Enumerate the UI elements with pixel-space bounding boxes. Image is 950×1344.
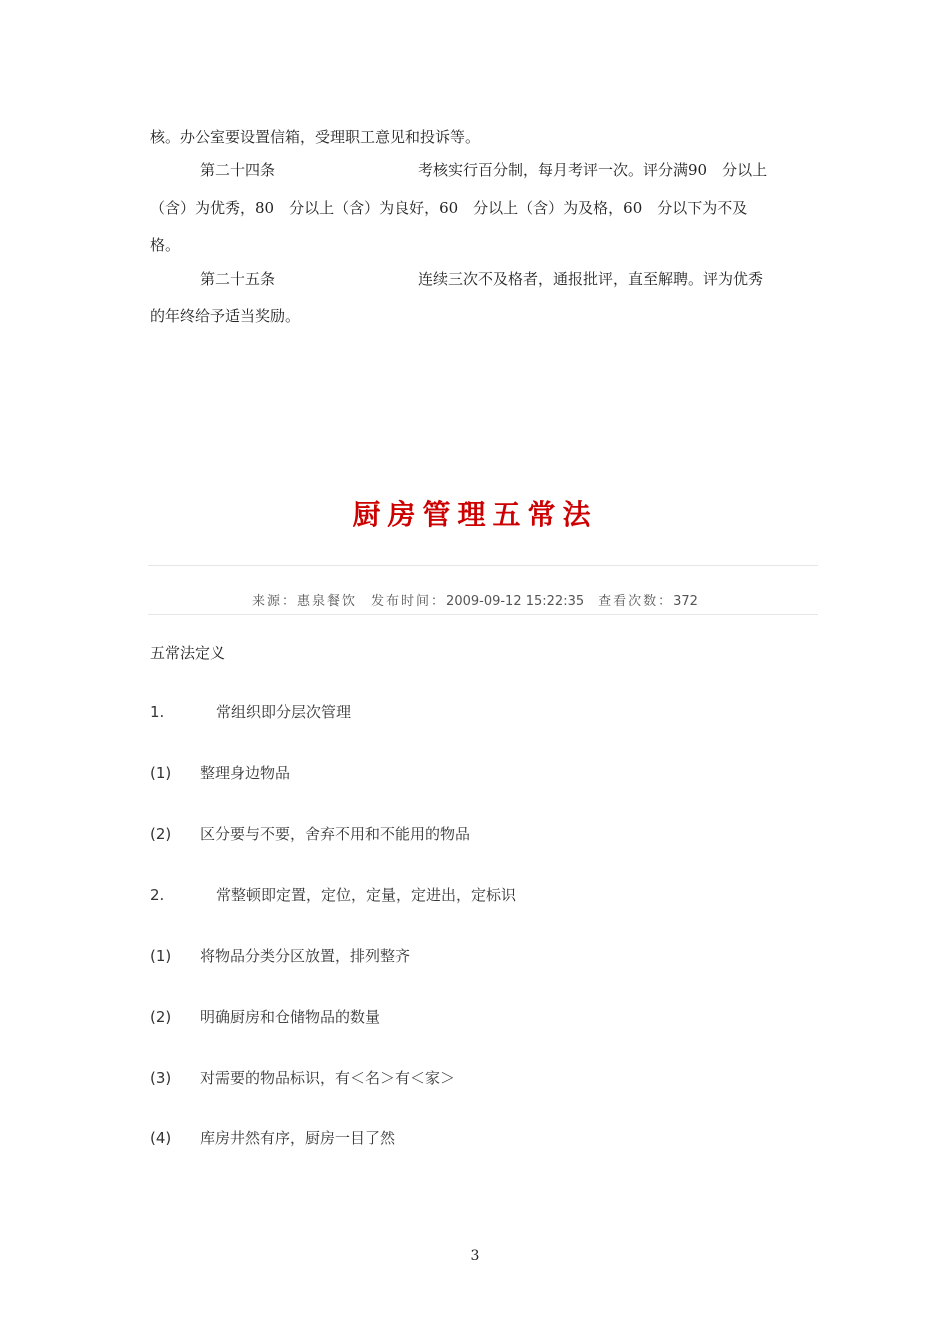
article-25-line-2: 的年终给予适当奖励。	[150, 307, 301, 325]
article-meta	[0, 592, 950, 612]
list-item-mark: (3)	[150, 1069, 172, 1087]
list-item	[150, 702, 351, 722]
page-number: 3	[470, 1248, 480, 1264]
list-item	[150, 1007, 380, 1027]
article-25-label: 第二十五条	[200, 270, 276, 288]
list-item-text: 常整顿即定置，定位，定量，定进出，定标识	[216, 886, 517, 904]
definition-heading: 五常法定义	[150, 644, 226, 662]
list-item	[150, 824, 470, 844]
divider-top	[148, 565, 818, 566]
list-item-mark: (1)	[150, 764, 172, 782]
list-item-mark: (4)	[150, 1129, 172, 1147]
meta-source: 来源：惠泉餐饮	[252, 594, 358, 609]
list-item-mark: 1.	[150, 703, 165, 721]
list-item	[150, 885, 516, 905]
list-item-text: 明确厨房和仓储物品的数量	[200, 1008, 381, 1026]
article-24-text: 考核实行百分制，每月考评一次。评分满90 分以上	[418, 161, 768, 179]
meta-views-label: 查看次数：	[598, 594, 674, 609]
article-24-label: 第二十四条	[200, 161, 276, 179]
list-item-mark: (2)	[150, 1008, 172, 1026]
body-line-1: 核。办公室要设置信箱，受理职工意见和投诉等。	[150, 128, 481, 146]
list-item-text: 将物品分类分区放置，排列整齐	[200, 947, 411, 965]
list-item	[150, 946, 410, 966]
list-item-mark: (2)	[150, 825, 172, 843]
list-item-text: 对需要的物品标识，有＜名＞有＜家＞	[200, 1069, 456, 1087]
list-item-mark: (1)	[150, 947, 172, 965]
list-item-text: 区分要与不要，舍弃不用和不能用的物品	[200, 825, 471, 843]
article-24-line-2: （含）为优秀，80 分以上（含）为良好，60 分以上（含）为及格，60 分以下为不及	[150, 199, 748, 217]
article-25-text: 连续三次不及格者，通报批评，直至解聘。评为优秀	[418, 270, 764, 288]
article-24-line-3: 格。	[150, 236, 181, 254]
list-item	[150, 763, 290, 783]
meta-time-value: 2009-09-12 15:22:35	[446, 594, 585, 609]
list-item	[150, 1068, 455, 1088]
list-item-text: 整理身边物品	[200, 764, 291, 782]
list-item-mark: 2.	[150, 886, 165, 904]
list-item-text: 库房井然有序，厨房一目了然	[200, 1129, 396, 1147]
meta-views-value: 372	[673, 594, 698, 609]
meta-time-label: 发布时间：	[371, 594, 447, 609]
list-item	[150, 1128, 395, 1148]
divider-bottom	[148, 614, 818, 615]
list-item-text: 常组织即分层次管理	[216, 703, 352, 721]
article-title: 厨房管理五常法	[352, 498, 598, 531]
